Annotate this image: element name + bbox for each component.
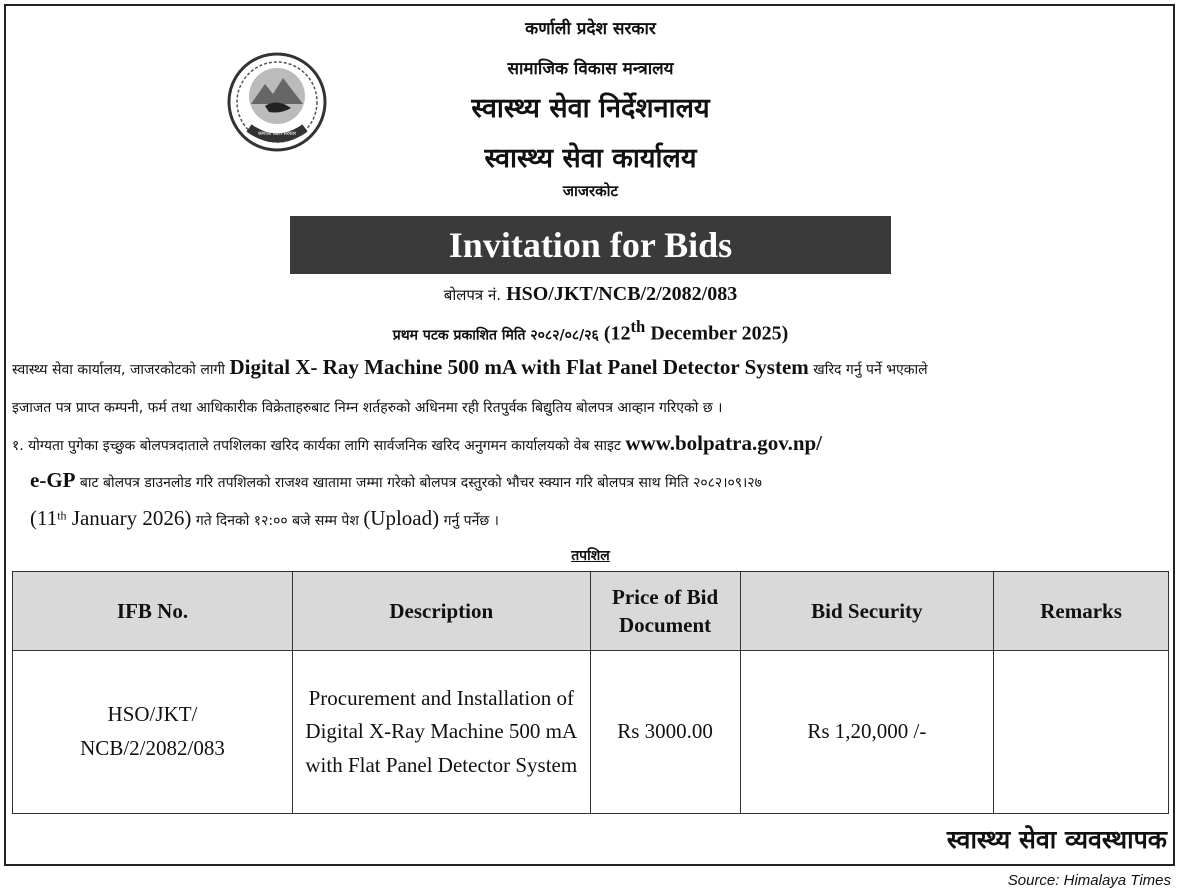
procurement-item: Digital X- Ray Machine 500 mA with Flat Panel Detector System bbox=[229, 355, 809, 379]
body-line-5-b: गते दिनको १२:०० बजे सम्म पेश bbox=[191, 513, 364, 529]
col-header-description: Description bbox=[292, 572, 590, 651]
table-row bbox=[13, 651, 1169, 814]
col-header-ifb: IFB No. bbox=[13, 572, 293, 651]
body-line-3 bbox=[12, 431, 822, 456]
body-line-1 bbox=[12, 355, 928, 380]
table-caption: तपशिल bbox=[571, 548, 610, 564]
bid-reference-line bbox=[0, 283, 1181, 306]
signatory-title: स्वास्थ्य सेवा व्यवस्थापक bbox=[946, 825, 1167, 854]
body-line-1-b: खरिद गर्नु पर्ने भएकाले bbox=[808, 362, 928, 378]
body-line-5 bbox=[30, 506, 499, 531]
bolpatra-url: www.bolpatra.gov.np/ bbox=[625, 431, 823, 455]
source-credit: Source: Himalaya Times bbox=[1007, 872, 1171, 889]
bid-details-table bbox=[12, 571, 1169, 814]
table-header-row bbox=[13, 572, 1169, 651]
deadline-sup: th bbox=[57, 508, 67, 523]
body-line-3-a: १. योग्यता पुगेका इच्छुक बोलपत्रदाताले तपशिलका खरिद कार्यका लागि सार्वजनिक खरिद अनुगमन कार्यालयको वेब साइट bbox=[12, 438, 626, 454]
emblem-seal-text: कर्णाली प्रदेश सरकार bbox=[257, 131, 297, 137]
publication-date-open: (12 bbox=[598, 322, 631, 345]
cell-ifb: HSO/JKT/ NCB/2/2082/083 bbox=[13, 651, 293, 814]
district-heading: जाजरकोट bbox=[562, 182, 619, 200]
egp-label: e-GP bbox=[30, 468, 76, 492]
deadline-date: January 2026) bbox=[66, 506, 192, 530]
body-line-5-c: गर्नु पर्नेछ । bbox=[439, 513, 499, 529]
publication-date-line bbox=[0, 317, 1181, 346]
publication-date-sup: th bbox=[630, 317, 646, 336]
banner-title: Invitation for Bids bbox=[448, 225, 733, 265]
publication-date-close: December 2025) bbox=[645, 322, 789, 345]
body-line-4-b: बाट बोलपत्र डाउनलोड गरि तपशिलको राजश्व खातामा जम्मा गरेको बोलपत्र दस्तुरको भौचर स्क्यान गरि बोलपत्र साथ मिति २०८२।०९।२७ bbox=[75, 475, 762, 491]
bid-reference-label: बोलपत्र नं. bbox=[443, 286, 502, 304]
body-line-4 bbox=[30, 468, 762, 493]
ministry-heading: सामाजिक विकास मन्त्रालय bbox=[507, 59, 674, 79]
col-header-price: Price of Bid Document bbox=[590, 572, 740, 651]
cell-description: Procurement and Installation of Digital X-Ray Machine 500 mA with Flat Panel Detector System bbox=[292, 651, 590, 814]
col-header-remarks: Remarks bbox=[994, 572, 1169, 651]
province-heading: कर्णाली प्रदेश सरकार bbox=[525, 19, 656, 39]
bid-reference-number: HSO/JKT/NCB/2/2082/083 bbox=[506, 283, 738, 305]
cell-price: Rs 3000.00 bbox=[590, 651, 740, 814]
publication-date-label: प्रथम पटक प्रकाशित मिति २०८२/०८/२६ bbox=[392, 327, 599, 344]
office-heading: स्वास्थ्य सेवा कार्यालय bbox=[484, 143, 697, 174]
body-line-1-a: स्वास्थ्य सेवा कार्यालय, जाजरकोटको लागी bbox=[12, 362, 230, 378]
deadline-open: (11 bbox=[30, 506, 58, 530]
col-header-security: Bid Security bbox=[740, 572, 994, 651]
body-line-2: इजाजत पत्र प्राप्त कम्पनी, फर्म तथा आधिकारीक विक्रेताहरुबाट निम्न शर्तहरुको अधिनमा रही रितपुर्वक बिद्युतिय बोलपत्र आव्हान गरिएको छ । bbox=[12, 400, 723, 416]
invitation-banner bbox=[290, 216, 891, 274]
cell-security: Rs 1,20,000 /- bbox=[740, 651, 994, 814]
upload-label: (Upload) bbox=[363, 506, 440, 530]
directorate-heading: स्वास्थ्य सेवा निर्देशनालय bbox=[471, 93, 710, 124]
cell-remarks bbox=[994, 651, 1169, 814]
